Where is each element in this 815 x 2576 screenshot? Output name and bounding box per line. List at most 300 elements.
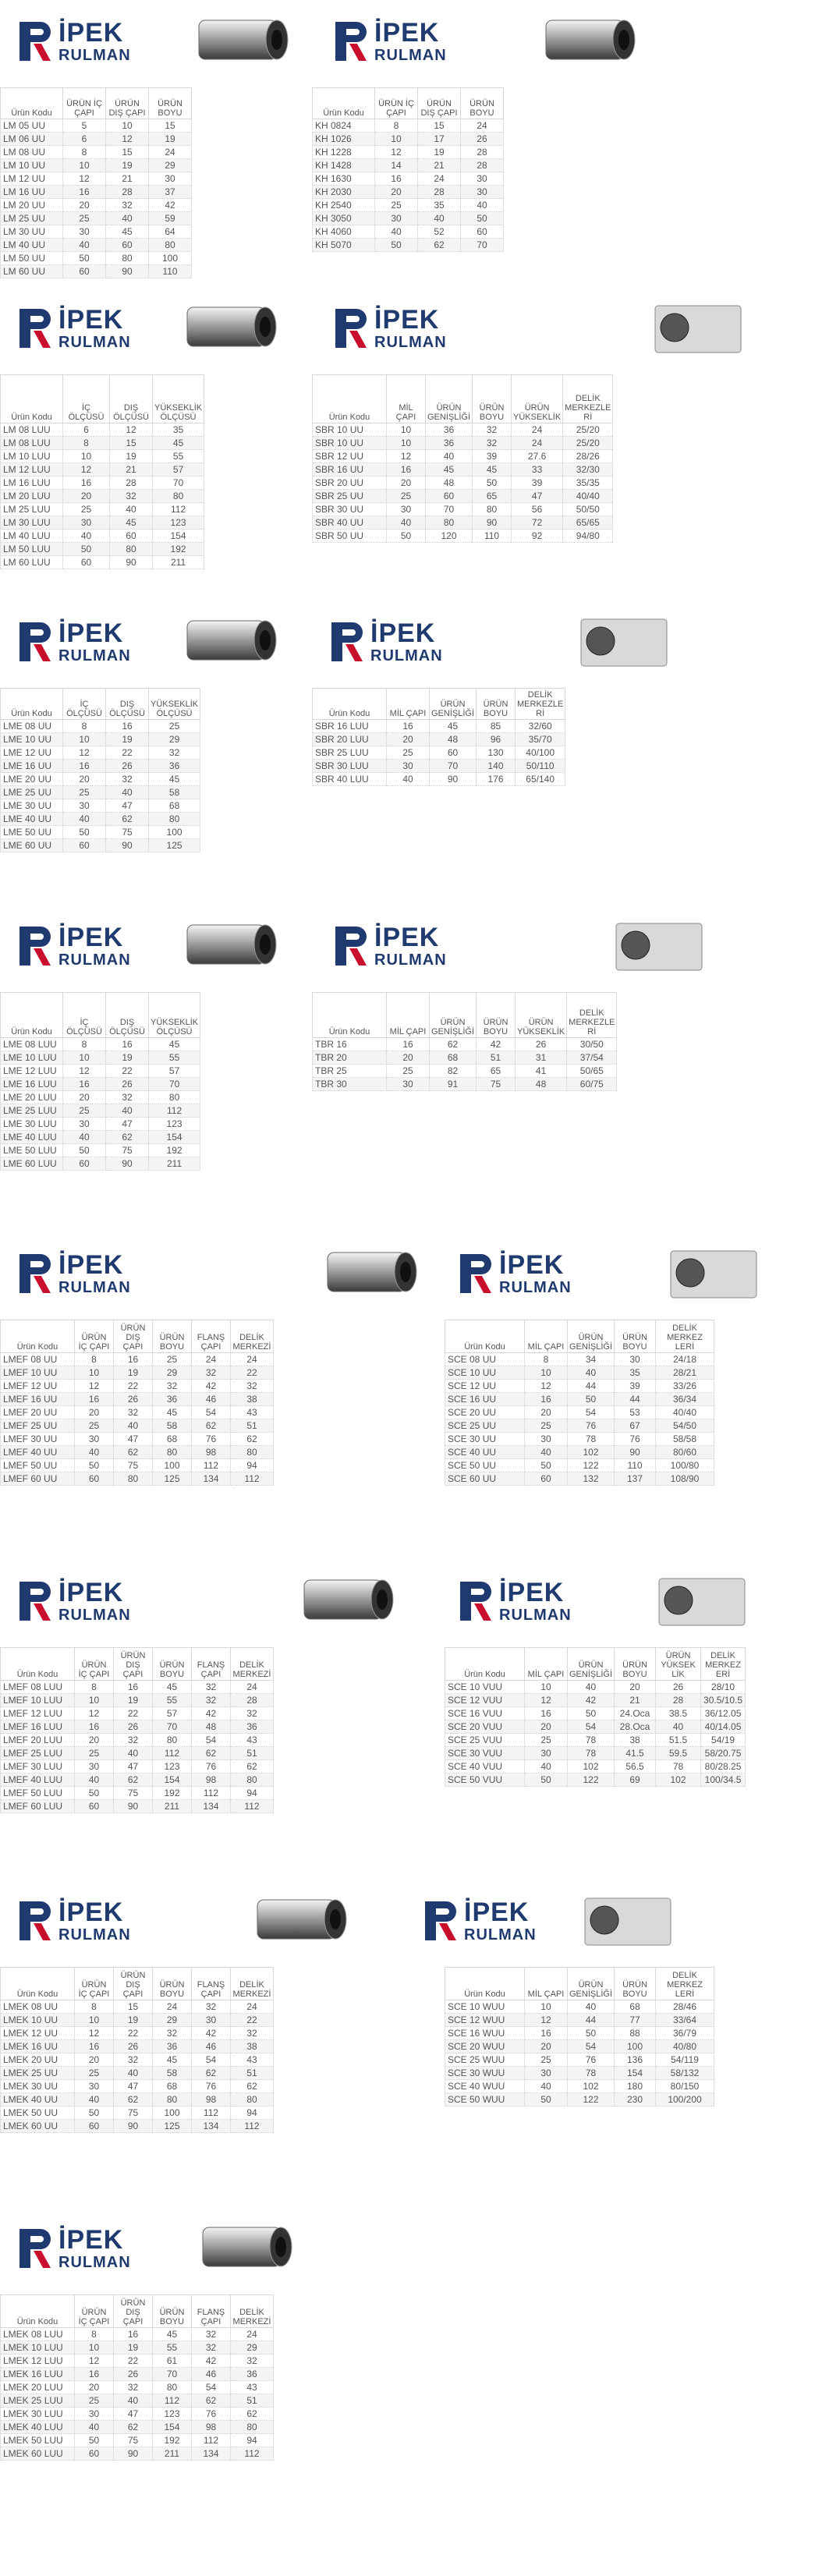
spec-value-cell: 112 [153, 1747, 192, 1760]
column-header: ÜRÜN BOYU [615, 1968, 656, 2000]
spec-value-cell: 80/150 [656, 2080, 714, 2093]
spec-value-cell: 10 [63, 159, 106, 172]
spec-value-cell: 12 [75, 1707, 114, 1720]
spec-value-cell: 10 [75, 2014, 114, 2027]
linear-block-image-icon [643, 1563, 760, 1637]
spec-value-cell: 28/26 [563, 450, 613, 463]
column-header: MİL ÇAPI [525, 1968, 568, 2000]
table-row [1, 186, 192, 199]
spec-value-cell: 32 [153, 2027, 192, 2040]
spec-value-cell: 70 [153, 477, 204, 490]
spec-value-cell: 44 [615, 1393, 656, 1406]
spec-value-cell: 26 [106, 760, 149, 773]
spec-value-cell: 37/54 [567, 1051, 617, 1065]
spec-value-cell: 80 [426, 516, 473, 530]
table-row [1, 1104, 200, 1118]
brand-sub: RULMAN [464, 1926, 537, 1944]
table-header-row [313, 689, 565, 720]
spec-value-cell: 25 [387, 746, 430, 760]
spec-value-cell: 12 [63, 172, 106, 186]
spec-value-cell: 30 [525, 2067, 568, 2080]
spec-value-cell: 16 [63, 1078, 106, 1091]
spec-value-cell: 32 [231, 1707, 274, 1720]
spec-value-cell: 48 [192, 1720, 231, 1734]
spec-value-cell: 60 [75, 2447, 114, 2461]
product-code-cell: TBR 16 [313, 1038, 387, 1051]
spec-value-cell: 16 [75, 1393, 114, 1406]
spec-value-cell: 80 [153, 1734, 192, 1747]
spec-value-cell: 176 [477, 773, 516, 786]
product-code-cell: KH 1630 [313, 172, 375, 186]
spec-value-cell: 82 [430, 1065, 477, 1078]
product-code-cell: SBR 25 UU [313, 490, 387, 503]
spec-value-cell: 30 [525, 1747, 568, 1760]
table-row [445, 2027, 714, 2040]
spec-value-cell: 80 [149, 813, 200, 826]
product-code-cell: LME 60 UU [1, 839, 63, 852]
table-row [1, 1773, 274, 1787]
column-header: Ürün Kodu [1, 1320, 75, 1353]
table-row [1, 1760, 274, 1773]
spec-value-cell: 48 [426, 477, 473, 490]
product-code-cell: LM 50 LUU [1, 543, 63, 556]
spec-value-cell: 50 [63, 826, 106, 839]
product-code-cell: SBR 30 LUU [313, 760, 387, 773]
spec-value-cell: 30/50 [567, 1038, 617, 1051]
spec-value-cell: 54 [568, 1406, 615, 1419]
product-code-cell: LMEF 40 UU [1, 1446, 75, 1459]
table-row [313, 146, 504, 159]
product-code-cell: LMEK 16 LUU [1, 2368, 75, 2381]
linear-bearing-image-icon [183, 3, 300, 77]
spec-value-cell: 70 [461, 239, 504, 252]
product-section [0, 1232, 815, 1560]
spec-value-cell: 36 [426, 423, 473, 437]
table-row [1, 1734, 274, 1747]
spec-value-cell: 25 [525, 2053, 568, 2067]
spec-value-cell: 54 [192, 1406, 231, 1419]
table-row [445, 1694, 746, 1707]
product-code-cell: KH 2540 [313, 199, 375, 212]
spec-value-cell: 25 [75, 1419, 114, 1433]
table-row [313, 186, 504, 199]
spec-value-cell: 19 [114, 1694, 153, 1707]
table-row [1, 773, 200, 786]
spec-value-cell: 32/60 [516, 720, 565, 733]
table-row [1, 530, 204, 543]
spec-table [0, 1647, 274, 1813]
table-row [1, 159, 192, 172]
table-row [445, 1773, 746, 1787]
spec-value-cell: 54 [568, 1720, 615, 1734]
spec-value-cell: 60 [426, 490, 473, 503]
spec-value-cell: 112 [231, 2120, 274, 2133]
product-code-cell: SCE 12 UU [445, 1380, 525, 1393]
spec-value-cell: 30 [387, 503, 426, 516]
spec-value-cell: 28 [461, 159, 504, 172]
spec-value-cell: 19 [114, 2014, 153, 2027]
spec-value-cell: 134 [192, 1472, 231, 1486]
logo-mark-icon [460, 1582, 494, 1621]
product-code-cell: LME 16 UU [1, 760, 63, 773]
product-code-cell: LME 50 LUU [1, 1144, 63, 1157]
table-row [1, 2368, 274, 2381]
spec-value-cell: 80 [110, 543, 153, 556]
spec-value-cell: 8 [375, 119, 418, 133]
product-code-cell: LMEF 16 UU [1, 1393, 75, 1406]
column-header: YÜKSEKLİK ÖLÇÜSÜ [149, 993, 200, 1038]
spec-table [0, 1967, 274, 2133]
table-row [1, 1681, 274, 1694]
product-code-cell: LME 10 UU [1, 733, 63, 746]
spec-value-cell: 75 [114, 1459, 153, 1472]
spec-value-cell: 12 [375, 146, 418, 159]
spec-value-cell: 94 [231, 1787, 274, 1800]
spec-value-cell: 100/200 [656, 2093, 714, 2107]
linear-block-image-icon [565, 604, 682, 678]
spec-value-cell: 57 [149, 1065, 200, 1078]
linear-bearing-image-icon [530, 3, 647, 77]
column-header: DELİK MERKEZ LERİ [656, 1968, 714, 2000]
spec-value-cell: 90 [110, 556, 153, 569]
spec-value-cell: 40 [114, 1747, 153, 1760]
brand-sub: RULMAN [58, 1279, 131, 1296]
table-row [1, 760, 200, 773]
table-row [1, 1393, 274, 1406]
spec-value-cell: 50 [568, 1707, 615, 1720]
brand-name: İPEK [58, 923, 124, 952]
product-code-cell: LMEK 16 UU [1, 2040, 75, 2053]
spec-value-cell: 40 [568, 2000, 615, 2014]
spec-value-cell: 15 [418, 119, 461, 133]
spec-value-cell: 30 [525, 1433, 568, 1446]
spec-value-cell: 26 [461, 133, 504, 146]
spec-value-cell: 62 [231, 2408, 274, 2421]
table-row [313, 212, 504, 225]
spec-value-cell: 47 [114, 2408, 153, 2421]
spec-value-cell: 122 [568, 2093, 615, 2107]
product-code-cell: LM 20 LUU [1, 490, 63, 503]
spec-value-cell: 76 [192, 2080, 231, 2093]
spec-value-cell: 22 [106, 746, 149, 760]
column-header: DELİK MERKEZLE Rİ [563, 375, 613, 423]
table-row [313, 720, 565, 733]
spec-value-cell: 8 [75, 1353, 114, 1366]
product-code-cell: LMEK 50 UU [1, 2107, 75, 2120]
spec-value-cell: 17 [418, 133, 461, 146]
column-header: ÜRÜN BOYU [153, 1968, 192, 2000]
spec-value-cell: 76 [192, 1433, 231, 1446]
spec-value-cell: 25/20 [563, 423, 613, 437]
spec-value-cell: 40 [387, 516, 426, 530]
spec-value-cell: 65 [473, 490, 512, 503]
spec-value-cell: 35/70 [516, 733, 565, 746]
spec-value-cell: 85 [477, 720, 516, 733]
brand-sub: RULMAN [374, 47, 447, 64]
spec-value-cell: 94 [231, 2434, 274, 2447]
spec-value-cell: 98 [192, 2421, 231, 2434]
spec-value-cell: 32 [106, 773, 149, 786]
product-code-cell: LMEK 10 UU [1, 2014, 75, 2027]
column-header: DIŞ ÖLÇÜSÜ [106, 689, 149, 720]
brand-logo [19, 924, 131, 968]
product-code-cell: LM 08 LUU [1, 423, 63, 437]
table-row [313, 199, 504, 212]
table-row [313, 503, 613, 516]
spec-value-cell: 40 [106, 212, 149, 225]
spec-value-cell: 36 [153, 1393, 192, 1406]
spec-value-cell: 56 [512, 503, 563, 516]
product-code-cell: LM 30 UU [1, 225, 63, 239]
table-header-row [1, 689, 200, 720]
brand-name: İPEK [374, 18, 440, 48]
column-header: DELİK MERKEZ ERİ [701, 1648, 746, 1681]
product-code-cell: LM 12 LUU [1, 463, 63, 477]
product-code-cell: LME 25 UU [1, 786, 63, 799]
logo-mark-icon [19, 1901, 54, 1940]
spec-value-cell: 55 [153, 2341, 192, 2355]
product-code-cell: LMEF 30 UU [1, 1433, 75, 1446]
table-row [313, 450, 613, 463]
table-row [1, 1433, 274, 1446]
spec-value-cell: 50 [75, 1459, 114, 1472]
spec-value-cell: 25 [75, 1747, 114, 1760]
table-row [445, 1707, 746, 1720]
column-header: MİL ÇAPI [387, 993, 430, 1038]
spec-value-cell: 24 [153, 2000, 192, 2014]
column-header: Ürün Kodu [445, 1320, 525, 1353]
product-code-cell: LMEK 25 UU [1, 2067, 75, 2080]
column-header: ÜRÜN DIŞ ÇAPI [114, 1320, 153, 1353]
spec-value-cell: 72 [512, 516, 563, 530]
table-row [1, 477, 204, 490]
table-row [1, 2014, 274, 2027]
table-row [1, 2355, 274, 2368]
spec-value-cell: 62 [192, 1419, 231, 1433]
spec-value-cell: 28 [418, 186, 461, 199]
spec-value-cell: 16 [525, 1707, 568, 1720]
spec-value-cell: 10 [375, 133, 418, 146]
spec-value-cell: 123 [149, 1118, 200, 1131]
spec-value-cell: 32 [192, 1681, 231, 1694]
spec-value-cell: 136 [615, 2053, 656, 2067]
spec-value-cell: 16 [525, 1393, 568, 1406]
table-row [1, 265, 192, 278]
table-row [445, 2000, 714, 2014]
spec-value-cell: 40/14.05 [701, 1720, 746, 1734]
spec-value-cell: 45 [430, 720, 477, 733]
product-code-cell: SBR 50 UU [313, 530, 387, 543]
spec-value-cell: 41 [516, 1065, 567, 1078]
spec-value-cell: 19 [114, 1366, 153, 1380]
spec-value-cell: 8 [63, 437, 110, 450]
spec-value-cell: 100 [153, 2107, 192, 2120]
column-header: ÜRÜN BOYU [149, 88, 192, 119]
spec-value-cell: 62 [192, 2394, 231, 2408]
spec-value-cell: 16 [114, 2328, 153, 2341]
table-row [445, 1419, 714, 1433]
spec-value-cell: 22 [114, 2027, 153, 2040]
spec-value-cell: 47 [114, 1433, 153, 1446]
product-code-cell: LM 25 LUU [1, 503, 63, 516]
spec-value-cell: 75 [114, 1787, 153, 1800]
product-code-cell: SCE 20 UU [445, 1406, 525, 1419]
product-code-cell: LMEK 40 UU [1, 2093, 75, 2107]
spec-value-cell: 10 [525, 2000, 568, 2014]
spec-value-cell: 24 [512, 423, 563, 437]
brand-logo [331, 620, 443, 664]
spec-value-cell: 47 [106, 799, 149, 813]
table-header-row [313, 375, 613, 423]
table-row [1, 146, 192, 159]
column-header: ÜRÜN BOYU [615, 1648, 656, 1681]
spec-value-cell: 15 [114, 2000, 153, 2014]
spec-value-cell: 78 [568, 1433, 615, 1446]
spec-value-cell: 20 [75, 2381, 114, 2394]
table-header-row [1, 1648, 274, 1681]
spec-value-cell: 40/100 [516, 746, 565, 760]
spec-value-cell: 70 [426, 503, 473, 516]
spec-value-cell: 12 [525, 1380, 568, 1393]
table-row [1, 1051, 200, 1065]
product-code-cell: LME 10 LUU [1, 1051, 63, 1065]
spec-value-cell: 55 [153, 450, 204, 463]
spec-value-cell: 12 [106, 133, 149, 146]
spec-table [312, 374, 613, 543]
table-row [313, 760, 565, 773]
spec-value-cell: 20 [63, 1091, 106, 1104]
column-header: ÜRÜN İÇ ÇAPI [375, 88, 418, 119]
product-code-cell: LM 60 UU [1, 265, 63, 278]
table-row [313, 119, 504, 133]
table-row [1, 1694, 274, 1707]
spec-value-cell: 28 [656, 1694, 701, 1707]
spec-value-cell: 40 [525, 1760, 568, 1773]
table-header-row [445, 1648, 746, 1681]
spec-value-cell: 40/40 [563, 490, 613, 503]
spec-value-cell: 45 [473, 463, 512, 477]
spec-value-cell: 25 [63, 503, 110, 516]
product-code-cell: TBR 20 [313, 1051, 387, 1065]
brand-logo [335, 924, 447, 968]
table-row [1, 2107, 274, 2120]
spec-value-cell: 54 [192, 1734, 231, 1747]
column-header: ÜRÜN BOYU [153, 1648, 192, 1681]
column-header: ÜRÜN BOYU [615, 1320, 656, 1353]
spec-value-cell: 60 [75, 2120, 114, 2133]
spec-value-cell: 130 [477, 746, 516, 760]
logo-mark-icon [335, 927, 370, 966]
product-code-cell: SCE 08 UU [445, 1353, 525, 1366]
product-code-cell: SBR 30 UU [313, 503, 387, 516]
spec-value-cell: 51 [231, 1419, 274, 1433]
table-row [445, 2093, 714, 2107]
product-section [0, 601, 815, 905]
spec-value-cell: 30 [63, 1118, 106, 1131]
product-code-cell: LME 50 UU [1, 826, 63, 839]
table-row [1, 2040, 274, 2053]
spec-value-cell: 22 [231, 2014, 274, 2027]
logo-mark-icon [331, 622, 366, 661]
product-code-cell: LMEF 12 UU [1, 1380, 75, 1393]
product-code-cell: LM 16 LUU [1, 477, 63, 490]
spec-value-cell: 62 [231, 1433, 274, 1446]
spec-value-cell: 112 [231, 2447, 274, 2461]
spec-value-cell: 32 [192, 2341, 231, 2355]
brand-sub: RULMAN [499, 1607, 572, 1624]
spec-value-cell: 134 [192, 1800, 231, 1813]
spec-value-cell: 211 [153, 1800, 192, 1813]
spec-value-cell: 62 [106, 813, 149, 826]
linear-bearing-image-icon [242, 1883, 359, 1957]
spec-value-cell: 55 [153, 1694, 192, 1707]
brand-name: İPEK [374, 305, 440, 335]
product-code-cell: KH 1228 [313, 146, 375, 159]
table-row [445, 1472, 714, 1486]
spec-value-cell: 58/58 [656, 1433, 714, 1446]
spec-value-cell: 36 [426, 437, 473, 450]
spec-value-cell: 30.5/10.5 [701, 1694, 746, 1707]
spec-value-cell: 76 [568, 2053, 615, 2067]
table-row [1, 1144, 200, 1157]
column-header: MİL ÇAPI [525, 1648, 568, 1681]
spec-value-cell: 25 [525, 1419, 568, 1433]
spec-value-cell: 54 [192, 2381, 231, 2394]
spec-value-cell: 45 [153, 1681, 192, 1694]
table-row [445, 1760, 746, 1773]
spec-value-cell: 94/80 [563, 530, 613, 543]
spec-value-cell: 90 [615, 1446, 656, 1459]
spec-value-cell: 40 [63, 239, 106, 252]
spec-value-cell: 65/140 [516, 773, 565, 786]
spec-value-cell: 50 [387, 530, 426, 543]
spec-value-cell: 8 [75, 2328, 114, 2341]
spec-value-cell: 54 [192, 2053, 231, 2067]
spec-value-cell: 12 [63, 1065, 106, 1078]
spec-value-cell: 80 [231, 2421, 274, 2434]
spec-value-cell: 100 [153, 1459, 192, 1472]
spec-value-cell: 26 [114, 2368, 153, 2381]
brand-name: İPEK [58, 305, 124, 335]
spec-value-cell: 30 [75, 1433, 114, 1446]
spec-value-cell: 80 [153, 1446, 192, 1459]
table-row [313, 477, 613, 490]
brand-logo [460, 1579, 572, 1623]
product-section [0, 1880, 815, 2207]
product-code-cell: LME 12 LUU [1, 1065, 63, 1078]
spec-value-cell: 60 [106, 239, 149, 252]
table-header-row [1, 1968, 274, 2000]
spec-value-cell: 28 [231, 1694, 274, 1707]
brand-name: İPEK [370, 618, 436, 648]
spec-value-cell: 16 [114, 1353, 153, 1366]
spec-value-cell: 154 [149, 1131, 200, 1144]
spec-value-cell: 45 [153, 2328, 192, 2341]
spec-value-cell: 45 [106, 225, 149, 239]
spec-value-cell: 16 [106, 1038, 149, 1051]
spec-value-cell: 10 [63, 733, 106, 746]
spec-value-cell: 19 [110, 450, 153, 463]
spec-value-cell: 80/60 [656, 1446, 714, 1459]
spec-value-cell: 32/30 [563, 463, 613, 477]
spec-value-cell: 154 [153, 530, 204, 543]
product-code-cell: KH 5070 [313, 239, 375, 252]
table-row [1, 2394, 274, 2408]
spec-value-cell: 25 [63, 212, 106, 225]
table-header-row [1, 1320, 274, 1353]
column-header: ÜRÜN İÇ ÇAPI [75, 2295, 114, 2328]
spec-value-cell: 75 [106, 1144, 149, 1157]
